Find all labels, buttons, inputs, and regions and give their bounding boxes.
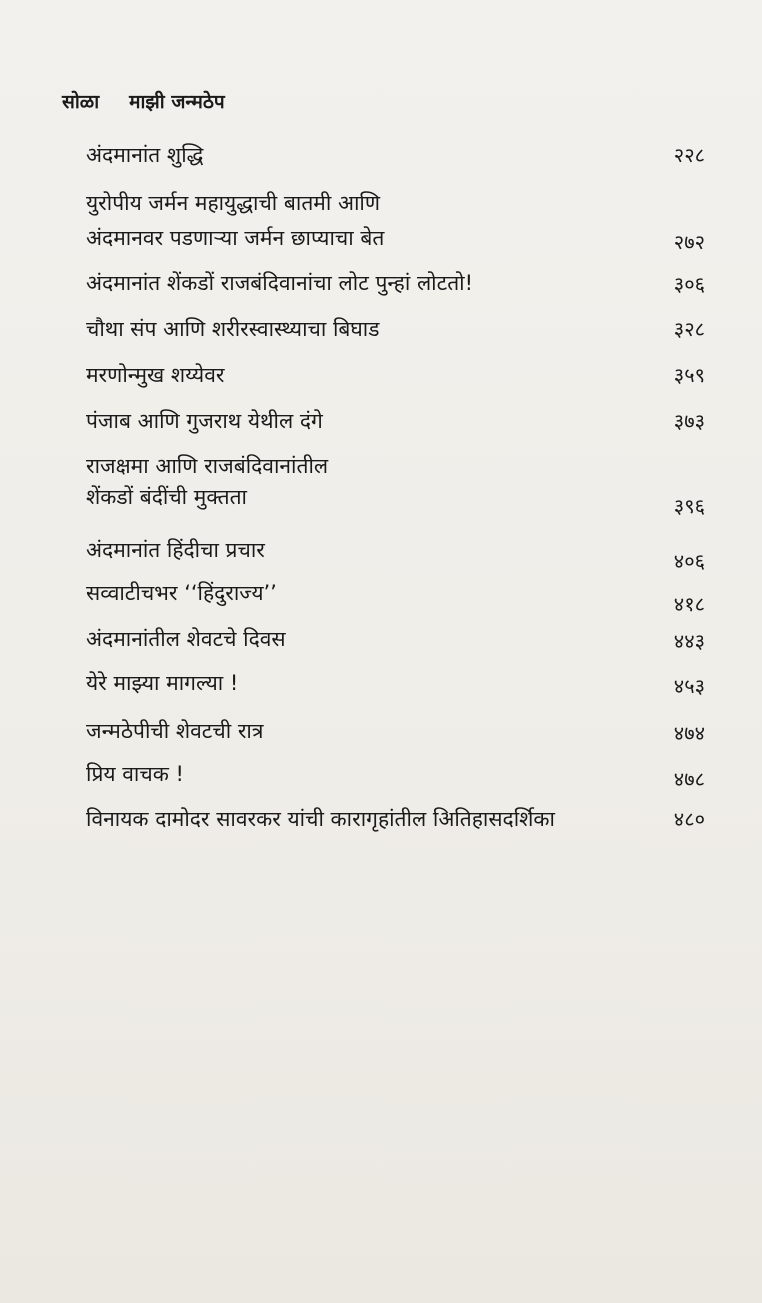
toc-entry-page: ४४३ bbox=[673, 629, 705, 653]
toc-entry-title: युरोपीय जर्मन महायुद्धाची बातमी आणि bbox=[86, 191, 381, 215]
toc-entry-title: अंदमानांत हिंदीचा प्रचार bbox=[86, 538, 265, 562]
toc-entry-page: २२८ bbox=[673, 143, 705, 167]
toc-entry-page: ३७३ bbox=[673, 409, 705, 433]
toc-entry-page: ३०६ bbox=[673, 272, 705, 296]
toc-entry-page: ४१८ bbox=[673, 592, 705, 616]
toc-entry-title-continued: अंदमानवर पडणाऱ्या जर्मन छाप्याचा बेत bbox=[86, 226, 385, 250]
toc-entry-page: ४८० bbox=[673, 807, 705, 831]
toc-entry-title: प्रिय वाचक ! bbox=[86, 762, 184, 786]
page-header bbox=[62, 88, 225, 114]
toc-entry-page: ४५३ bbox=[673, 674, 705, 698]
toc-entry-title: अंदमानांत शुद्धि bbox=[86, 143, 204, 167]
toc-entry-page: २७२ bbox=[673, 230, 705, 254]
toc-entry-title: राजक्षमा आणि राजबंदिवानांतील bbox=[86, 454, 329, 478]
toc-entry-title: अंदमानांत शेंकडों राजबंदिवानांचा लोट पुन्हां लोटतो! bbox=[86, 271, 474, 295]
toc-entry-title: सव्वाटीचभर ‘‘हिंदुराज्य’’ bbox=[86, 581, 277, 605]
toc-entry-title: येरे माझ्या मागल्या ! bbox=[86, 671, 239, 695]
toc-entry-page: ३२८ bbox=[673, 317, 705, 341]
book-title: माझी जन्मठेप bbox=[129, 91, 225, 113]
toc-entry-title: विनायक दामोदर सावरकर यांची कारागृहांतील अितिहासदर्शिका bbox=[86, 807, 555, 831]
toc-entry-title: पंजाब आणि गुजराथ येथील दंगे bbox=[86, 409, 323, 433]
toc-entry-title: जन्मठेपीची शेवटची रात्र bbox=[86, 719, 264, 743]
toc-entry-title: अंदमानांतील शेवटचे दिवस bbox=[86, 627, 286, 651]
toc-entry-page: ३९६ bbox=[673, 494, 705, 518]
toc-entry-page: ४०६ bbox=[673, 549, 705, 573]
toc-entry-page: ४७८ bbox=[673, 767, 705, 791]
page-label: सोळा bbox=[62, 91, 100, 113]
toc-entry-title: चौथा संप आणि शरीरस्वास्थ्याचा बिघाड bbox=[86, 317, 380, 341]
toc-entry-title-continued: शेंकडों बंदींची मुक्तता bbox=[86, 485, 247, 509]
toc-entry-page: ३५९ bbox=[673, 363, 705, 387]
toc-entry-title: मरणोन्मुख शय्येवर bbox=[86, 363, 225, 387]
toc-entry-page: ४७४ bbox=[673, 721, 705, 745]
